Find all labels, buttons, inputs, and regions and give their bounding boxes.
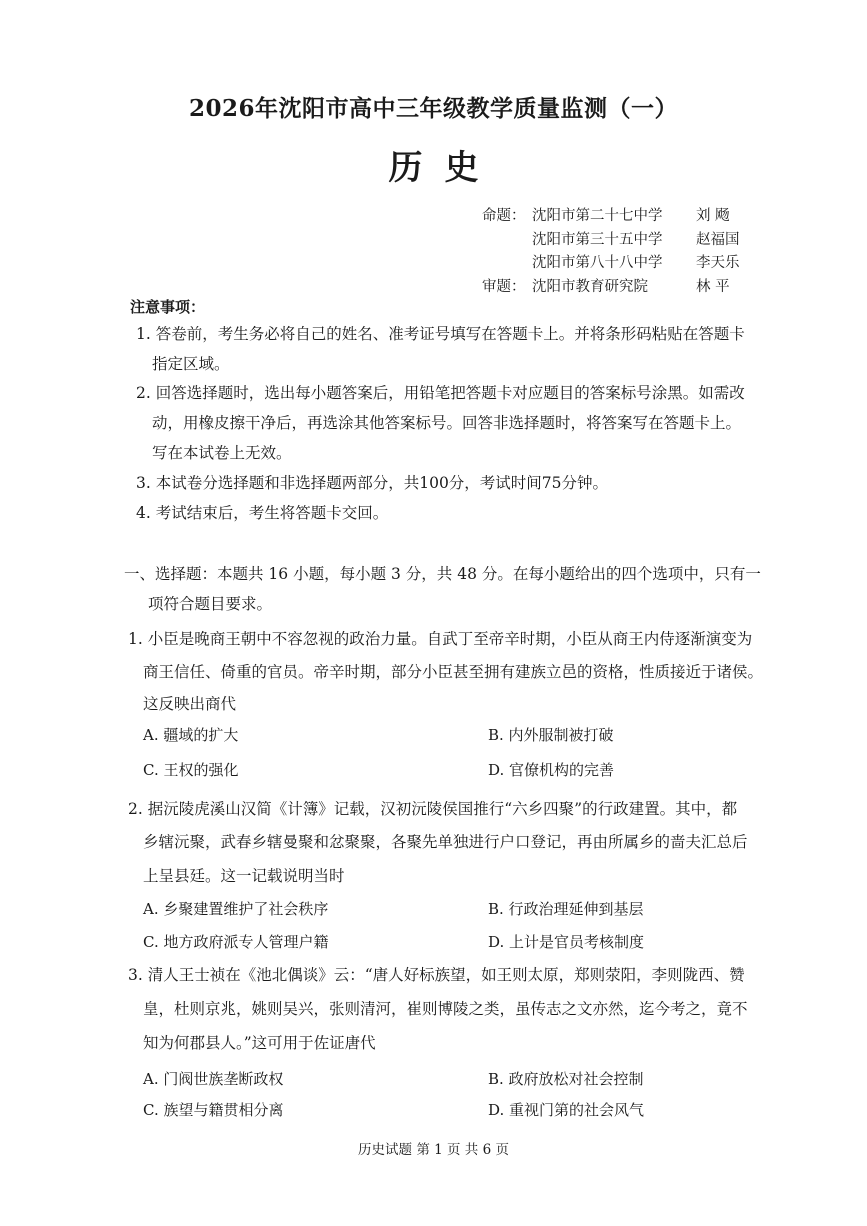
notice-line: 写在本试卷上无效。 <box>152 444 292 462</box>
option-a: A. 疆域的扩大 <box>143 726 239 744</box>
credit-role: 命题： <box>482 208 526 224</box>
option-c: C. 王权的强化 <box>143 761 239 779</box>
question-text: 商王信任、倚重的官员。帝辛时期，部分小臣甚至拥有建族立邑的资格，性质接近于诸侯。 <box>143 663 764 681</box>
credit-name: 李天乐 <box>696 255 740 271</box>
option-d: D. 重视门第的社会风气 <box>488 1101 645 1119</box>
notice-line: 2. 回答选择题时，选出每小题答案后，用铅笔把答题卡对应题目的答案标号涂黑。如需改 <box>136 384 745 402</box>
notice-line: 3. 本试卷分选择题和非选择题两部分，共100分，考试时间75分钟。 <box>136 474 609 492</box>
section-heading-cont: 项符合题目要求。 <box>148 595 273 613</box>
option-a: A. 门阀世族垄断政权 <box>143 1070 284 1088</box>
question-text: 知为何郡县人。”这可用于佐证唐代 <box>143 1034 376 1052</box>
credit-school: 沈阳市教育研究院 <box>532 279 648 295</box>
credit-role: 审题： <box>482 279 526 295</box>
notice-heading: 注意事项： <box>130 298 206 316</box>
subject-title: 历史 <box>388 148 501 188</box>
notice-line: 1. 答卷前，考生务必将自己的姓名、准考证号填写在答题卡上。并将条形码粘贴在答题卡 <box>136 325 745 343</box>
question-text: 2. 据沅陵虎溪山汉简《计簿》记载，汉初沅陵侯国推行“六乡四聚”的行政建置。其中，都 <box>128 800 738 818</box>
question-text: 上呈县廷。这一记载说明当时 <box>143 867 345 885</box>
option-a: A. 乡聚建置维护了社会秩序 <box>143 900 329 918</box>
option-d: D. 官僚机构的完善 <box>488 761 615 779</box>
notice-line: 动，用橡皮擦干净后，再选涂其他答案标号。回答非选择题时，将答案写在答题卡上。 <box>152 414 742 432</box>
notice-line: 指定区域。 <box>152 355 230 373</box>
page-footer: 历史试题 第 1 页 共 6 页 <box>358 1142 509 1158</box>
option-d: D. 上计是官员考核制度 <box>488 933 645 951</box>
notice-line: 4. 考试结束后，考生将答题卡交回。 <box>136 504 389 522</box>
option-b: B. 政府放松对社会控制 <box>488 1070 644 1088</box>
question-text: 3. 清人王士祯在《池北偶谈》云：“唐人好标族望，如王则太原，郑则荥阳，李则陇西、赞 <box>128 966 745 984</box>
section-heading: 一、选择题：本题共 16 小题，每小题 3 分，共 48 分。在每小题给出的四个选项中，只有一 <box>124 565 761 583</box>
option-c: C. 族望与籍贯相分离 <box>143 1101 284 1119</box>
credit-name: 赵福国 <box>696 232 740 248</box>
credit-name: 林 平 <box>696 279 730 295</box>
credit-name: 刘 飏 <box>696 208 730 224</box>
option-b: B. 内外服制被打破 <box>488 726 614 744</box>
question-text: 这反映出商代 <box>143 695 237 713</box>
question-text: 皇，杜则京兆，姚则吴兴，张则清河，崔则博陵之类，虽传志之文亦然，迄今考之，竟不 <box>143 1000 748 1018</box>
credit-school: 沈阳市第二十七中学 <box>532 208 663 224</box>
question-text: 乡辖沅聚，武春乡辖曼聚和忿聚聚，各聚先单独进行户口登记，再由所属乡的啬夫汇总后 <box>143 833 748 851</box>
option-b: B. 行政治理延伸到基层 <box>488 900 644 918</box>
option-c: C. 地方政府派专人管理户籍 <box>143 933 329 951</box>
exam-title: 2026年沈阳市高中三年级教学质量监测（一） <box>188 95 678 122</box>
credit-school: 沈阳市第八十八中学 <box>532 255 663 271</box>
question-text: 1. 小臣是晚商王朝中不容忽视的政治力量。自武丁至帝辛时期，小臣从商王内侍逐渐演变为 <box>128 630 753 648</box>
credit-school: 沈阳市第三十五中学 <box>532 232 663 248</box>
